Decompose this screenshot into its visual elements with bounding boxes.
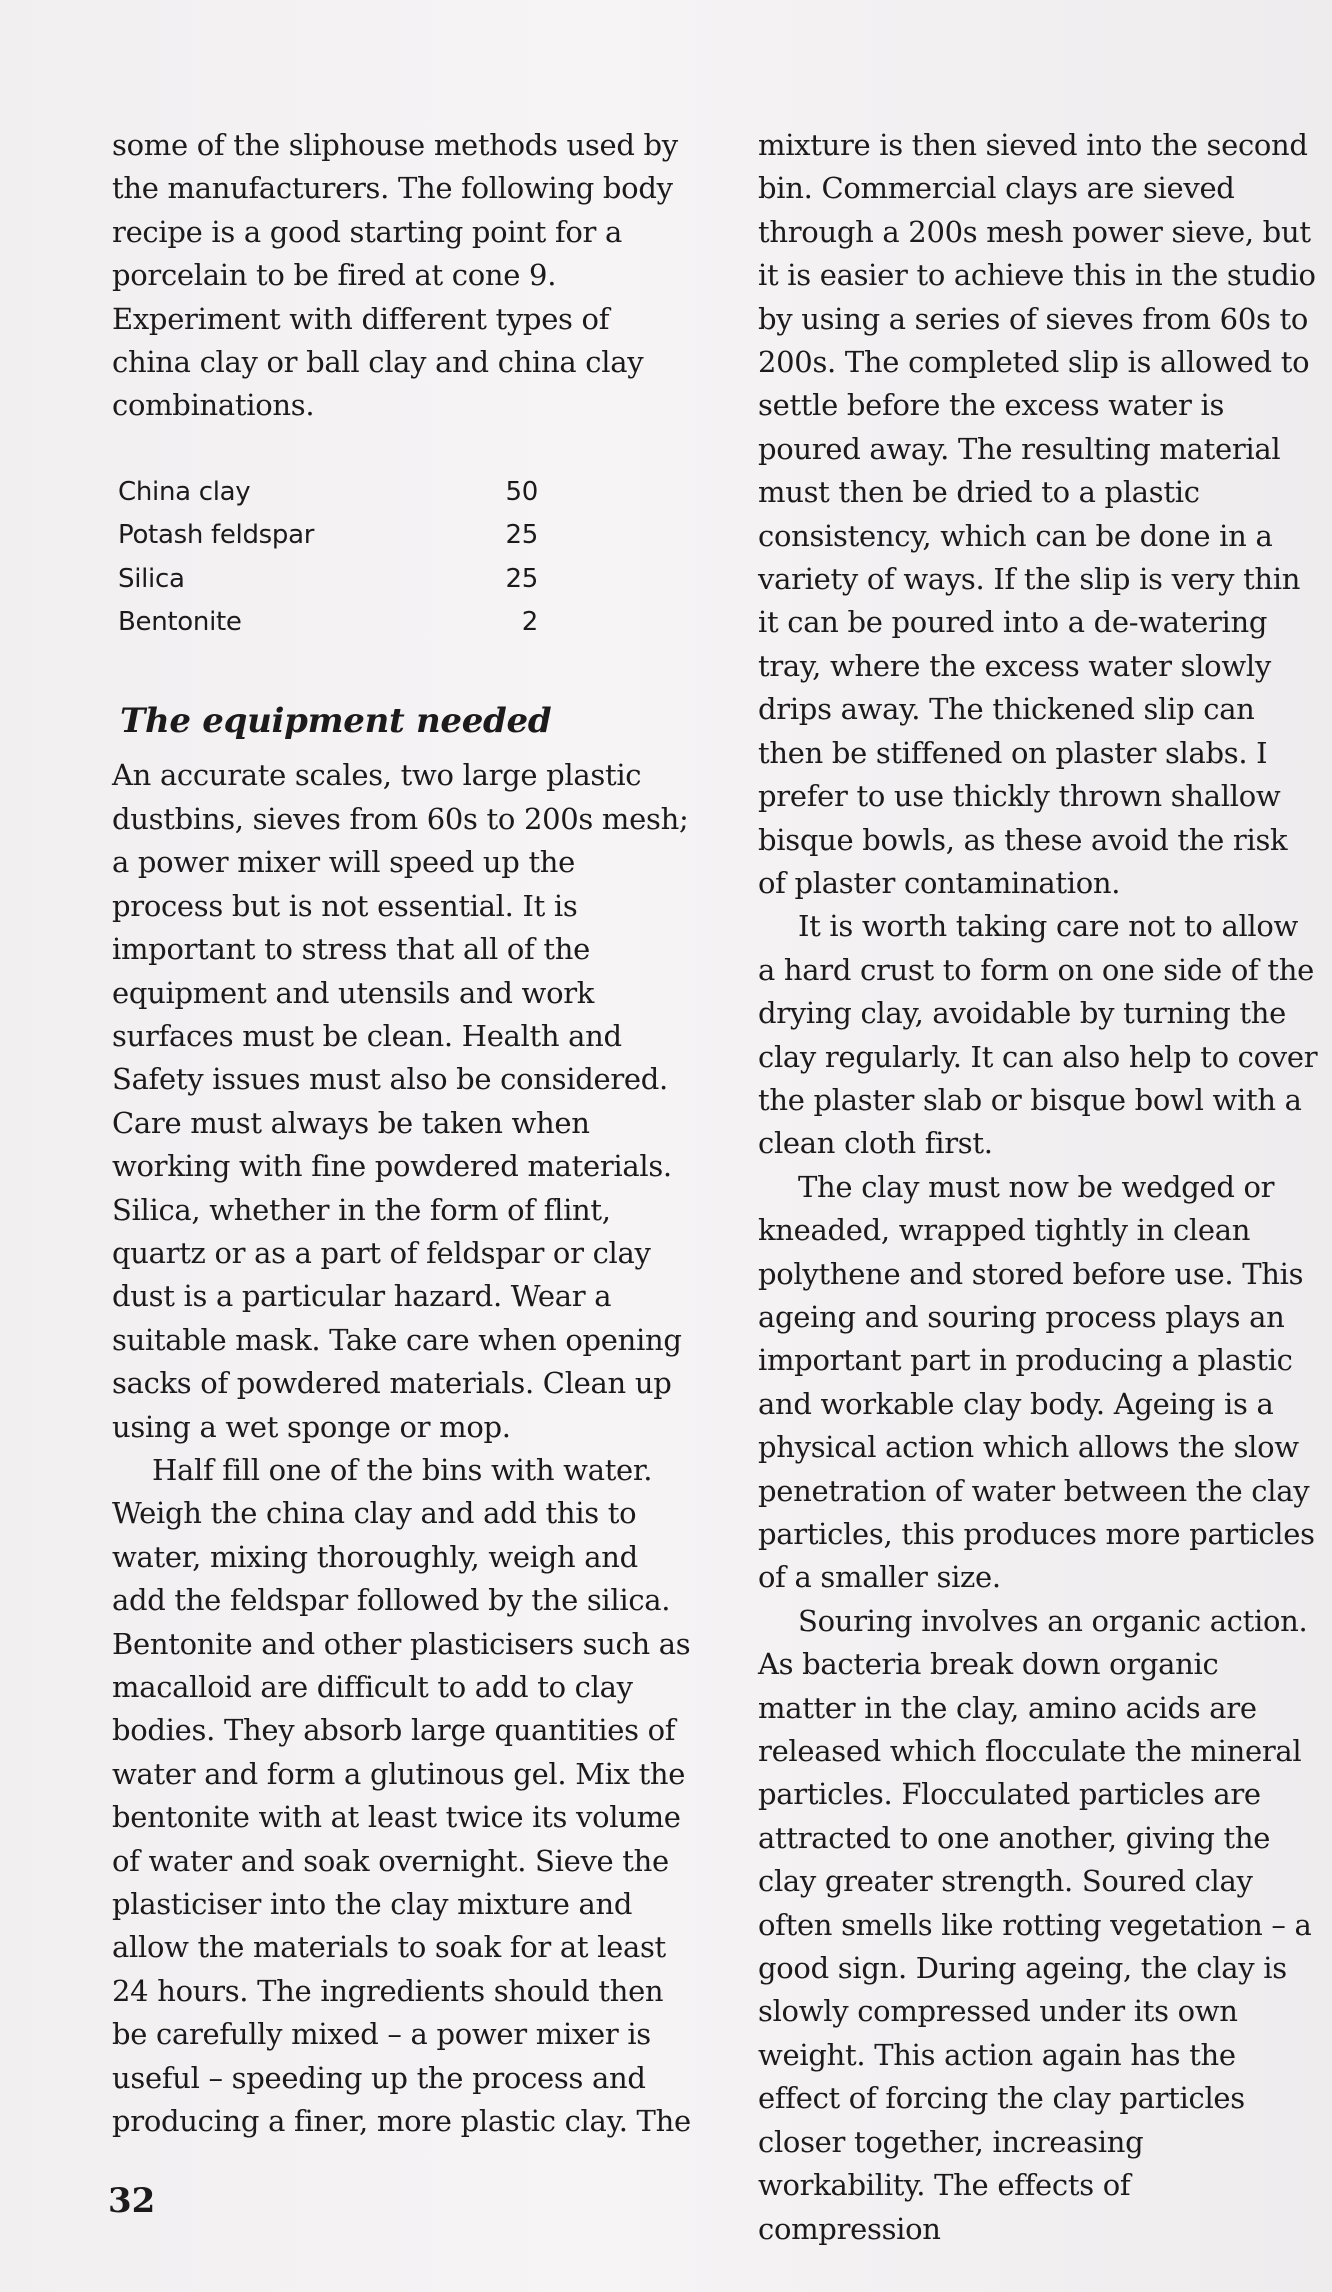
recipe-amount: 25 bbox=[505, 520, 538, 551]
page-number: 32 bbox=[108, 2181, 156, 2221]
recipe-material: Potash feldspar bbox=[118, 520, 315, 551]
recipe-amount: 2 bbox=[521, 607, 538, 638]
right-column bbox=[758, 124, 1318, 2251]
recipe-row bbox=[118, 558, 538, 601]
body-paragraph: Souring involves an organic action. As bacteria break down organic matter in the clay, amino acids are released which flocculate the mineral particles. Flocculated particles are attracted to one another, giving the clay greater strength. Soured clay often smells like rotting vegetation – a good sign. During ageing, the clay is slowly compressed under its own weight. This action again has the effect of forcing the clay particles closer together, increasing workability. The effects of compression bbox=[758, 1603, 1312, 2246]
left-column bbox=[112, 124, 692, 2143]
recipe-table bbox=[118, 471, 538, 645]
body-paragraph: It is worth taking care not to allow a hard crust to form on one side of the drying clay, avoidable by turning the clay regularly. It can also help to cover the plaster slab or bisque bowl with a clean cloth first. bbox=[758, 909, 1318, 1161]
recipe-material: Silica bbox=[118, 563, 185, 594]
recipe-row bbox=[118, 471, 538, 514]
intro-paragraph: some of the sliphouse methods used by the manufacturers. The following body recipe is a good starting point for a porcelain to be fired at cone 9. Experiment with different types of china clay or ball clay and china clay combinations. bbox=[112, 128, 678, 423]
recipe-row bbox=[118, 601, 538, 644]
mixing-paragraph: Half fill one of the bins with water. Weigh the china clay and add this to water, mixing thoroughly, weigh and add the feldspar followed by the silica. Bentonite and other plasticisers such as macalloid are difficult to add to clay bodies. They absorb large quantities of water and form a glutinous gel. Mix the bentonite with at least twice its volume of water and soak overnight. Sieve the plasticiser into the clay mixture and allow the materials to soak for at least 24 hours. The ingredients should then be carefully mixed – a power mixer is useful – speeding up the process and producing a finer, more plastic clay. The bbox=[112, 1452, 691, 2139]
recipe-material: Bentonite bbox=[118, 607, 242, 638]
recipe-amount: 50 bbox=[505, 476, 538, 507]
recipe-row bbox=[118, 514, 538, 557]
recipe-amount: 25 bbox=[505, 563, 538, 594]
equipment-paragraph: An accurate scales, two large plastic dustbins, sieves from 60s to 200s mesh; a power mixer will speed up the process but is not essential. It is important to stress that all of the equipment and utensils and work surfaces must be clean. Health and Safety issues must also be considered. Care must always be taken when working with fine powdered materials. Silica, whether in the form of flint, quartz or as a part of feldspar or clay dust is a particular hazard. Wear a suitable mask. Take care when opening sacks of powdered materials. Clean up using a wet sponge or mop. bbox=[112, 758, 689, 1444]
recipe-material: China clay bbox=[118, 476, 251, 507]
body-paragraph: The clay must now be wedged or kneaded, wrapped tightly in clean polythene and stored before use. This ageing and souring process plays an important part in producing a plastic and workable clay body. Ageing is a physical action which allows the slow penetration of water between the clay particles, this produces more particles of a smaller size. bbox=[758, 1169, 1315, 1595]
body-paragraph: mixture is then sieved into the second bin. Commercial clays are sieved through a 200s mesh power sieve, but it is easier to achieve this in the studio by using a series of sieves from 60s to 200s. The completed slip is allowed to settle before the excess water is poured away. The resulting material must then be dried to a plastic consistency, which can be done in a variety of ways. If the slip is very thin it can be poured into a de-watering tray, where the excess water slowly drips away. The thickened slip can then be stiffened on plaster slabs. I prefer to use thickly thrown shallow bisque bowls, as these avoid the risk of plaster contamination. bbox=[758, 128, 1316, 900]
section-heading: The equipment needed bbox=[120, 701, 552, 742]
